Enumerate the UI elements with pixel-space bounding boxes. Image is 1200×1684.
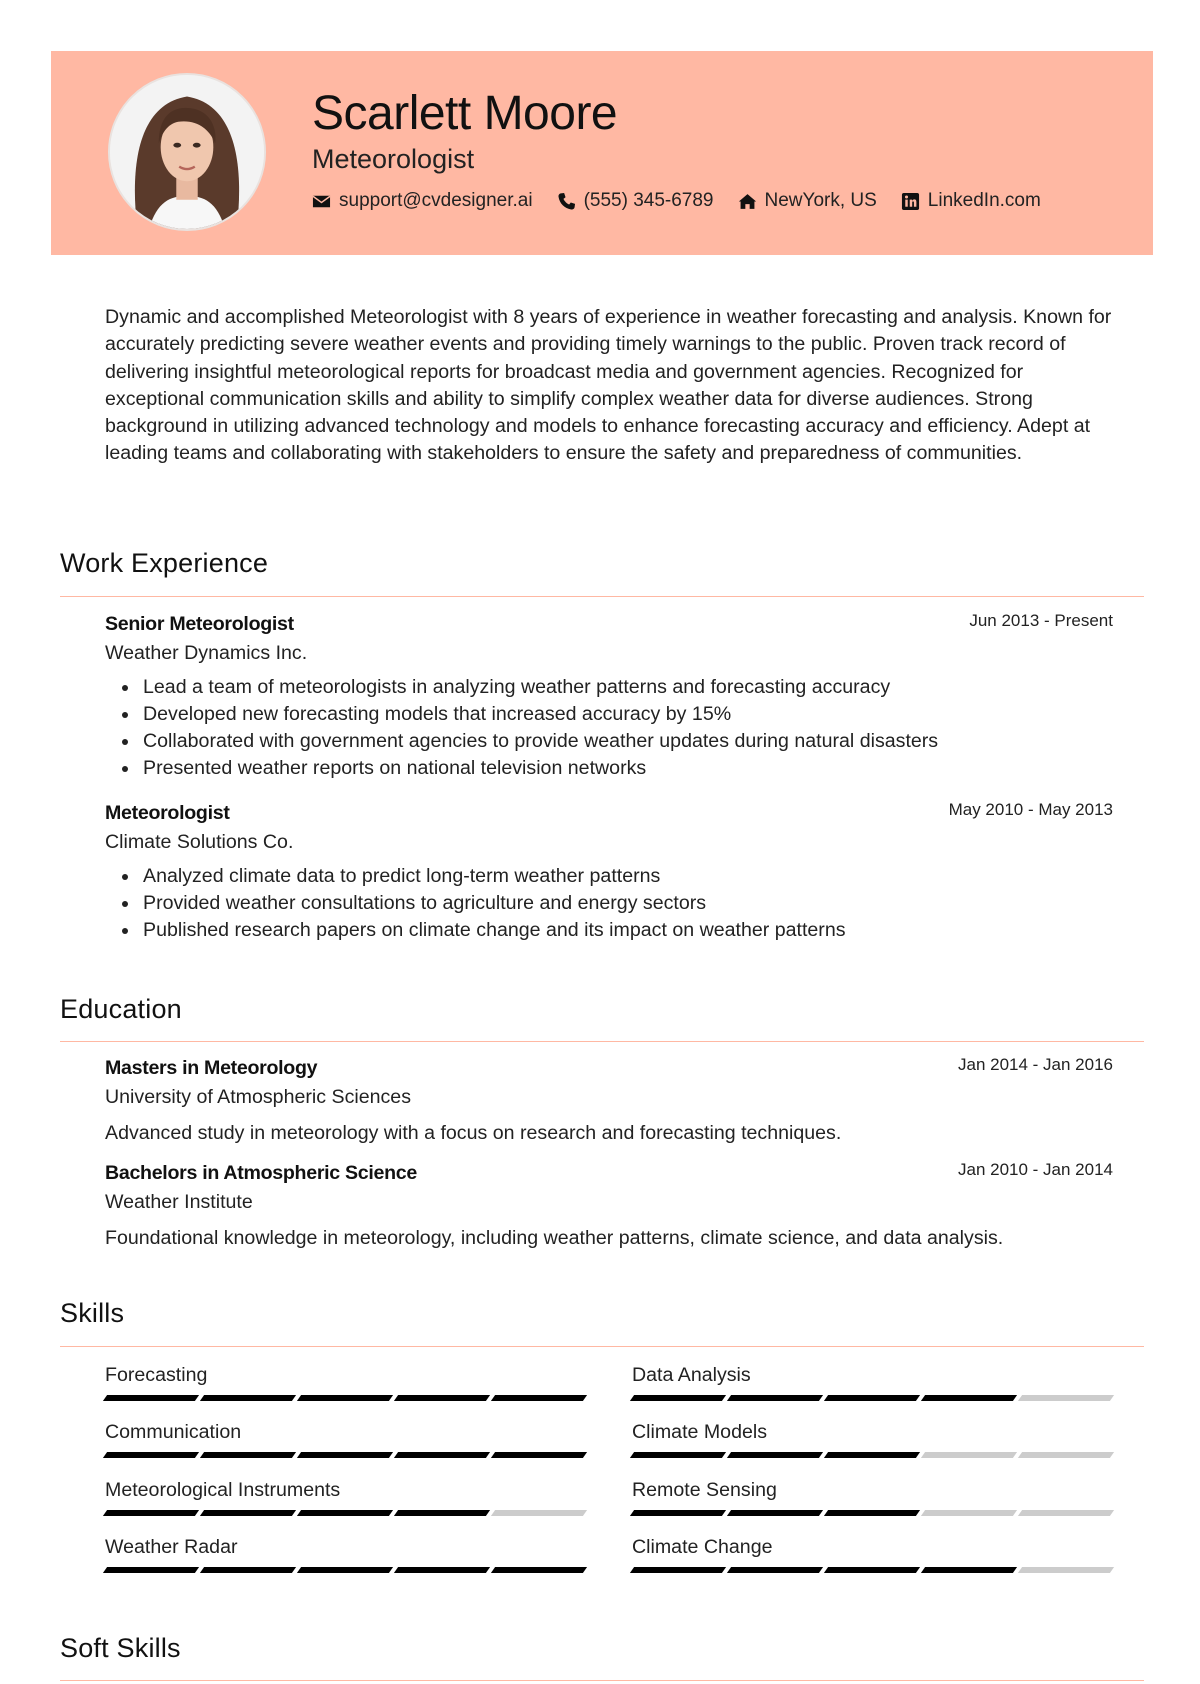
skill-segment-filled [200, 1395, 296, 1401]
skill-item [632, 1362, 1112, 1401]
contact-phone[interactable] [557, 190, 714, 212]
skill-level-bar [632, 1452, 1112, 1458]
skill-segment-filled [630, 1510, 726, 1516]
skill-level-bar [105, 1395, 585, 1401]
skill-name: Remote Sensing [632, 1479, 777, 1501]
skill-item [632, 1419, 1112, 1458]
portrait-photo [110, 75, 264, 229]
education-degree: Masters in Meteorology [105, 1057, 318, 1079]
skill-segment-filled [200, 1567, 296, 1573]
contact-phone-text: (555) 345-6789 [583, 190, 714, 211]
skill-segment-filled [297, 1395, 393, 1401]
section-title-soft-skills: Soft Skills [60, 1633, 181, 1663]
education-school: University of Atmospheric Sciences [105, 1086, 411, 1108]
contact-location-text: NewYork, US [764, 190, 877, 211]
section-divider [60, 1680, 1144, 1681]
job-role: Meteorologist [105, 802, 230, 824]
job-dates: Jun 2013 - Present [969, 611, 1113, 630]
skill-segment-filled [103, 1567, 199, 1573]
skill-segment-empty [1018, 1395, 1114, 1401]
professional-summary: Dynamic and accomplished Meteorologist with 8 years of experience in weather forecasting and analysis. Known for accurately predicting severe weather events and providing timely warnings to the public. Proven track record of delivering insightful meteorological reports for broadcast media and government agencies. Recognized for exceptional communication skills and ability to simplify complex weather data for diverse audiences. Strong background in utilizing advanced technology and models to enhance forecasting accuracy and efficiency. Adept at leading teams and collaborating with stakeholders to ensure the safety and preparedness of communities. [105, 306, 1112, 465]
skill-segment-filled [297, 1510, 393, 1516]
skill-segment-empty [1018, 1452, 1114, 1458]
skill-segment-filled [921, 1567, 1017, 1573]
skill-item [632, 1477, 1112, 1516]
job-bullet: Presented weather reports on national television networks [105, 755, 1113, 782]
skill-name: Communication [105, 1421, 242, 1443]
skill-level-bar [105, 1452, 585, 1458]
section-title-skills: Skills [60, 1298, 125, 1328]
skill-segment-filled [297, 1452, 393, 1458]
skill-segment-filled [824, 1567, 920, 1573]
skill-segment-filled [630, 1452, 726, 1458]
skill-name: Data Analysis [632, 1364, 751, 1386]
skill-segment-filled [824, 1452, 920, 1458]
contact-location [738, 190, 877, 212]
avatar [108, 73, 266, 231]
job-bullets [105, 863, 1113, 944]
skill-name: Forecasting [105, 1364, 208, 1386]
skill-level-bar [105, 1510, 585, 1516]
skill-segment-empty [491, 1510, 587, 1516]
job-company: Climate Solutions Co. [105, 831, 294, 853]
skill-level-bar [632, 1395, 1112, 1401]
section-title-work-experience: Work Experience [60, 548, 269, 578]
skill-segment-filled [200, 1452, 296, 1458]
skill-segment-filled [394, 1510, 490, 1516]
skill-segment-filled [727, 1395, 823, 1401]
job-bullets [105, 674, 1113, 782]
skill-item [105, 1419, 585, 1458]
education-dates: Jan 2014 - Jan 2016 [957, 1055, 1113, 1074]
skill-segment-empty [921, 1510, 1017, 1516]
skill-segment-filled [394, 1395, 490, 1401]
home-icon [738, 192, 757, 211]
job-bullet: Lead a team of meteorologists in analyzing weather patterns and forecasting accuracy [105, 674, 1113, 701]
job-bullet: Developed new forecasting models that increased accuracy by 15% [105, 701, 1113, 728]
contact-linkedin[interactable] [901, 190, 1041, 212]
job-bullet: Published research papers on climate change and its impact on weather patterns [105, 917, 1113, 944]
education-school: Weather Institute [105, 1191, 253, 1213]
skill-segment-filled [491, 1395, 587, 1401]
contact-email-text: support@cvdesigner.ai [339, 190, 533, 211]
resume-header [51, 51, 1153, 255]
skill-segment-filled [824, 1510, 920, 1516]
job-bullet: Provided weather consultations to agriculture and energy sectors [105, 890, 1113, 917]
skill-segment-filled [491, 1567, 587, 1573]
skill-segment-empty [921, 1452, 1017, 1458]
skill-name: Climate Change [632, 1536, 773, 1558]
skill-segment-filled [630, 1567, 726, 1573]
skill-item [105, 1534, 585, 1573]
skill-segment-filled [297, 1567, 393, 1573]
job-bullet: Collaborated with government agencies to provide weather updates during natural disasters [105, 728, 1113, 755]
education-entry [105, 1162, 1113, 1252]
skill-item [105, 1477, 585, 1516]
candidate-name: Scarlett Moore [312, 87, 618, 140]
skill-segment-filled [103, 1452, 199, 1458]
job-dates: May 2010 - May 2013 [948, 800, 1113, 819]
education-entry [105, 1057, 1113, 1147]
job-entry [105, 613, 1113, 782]
skill-name: Meteorological Instruments [105, 1479, 341, 1501]
candidate-title: Meteorologist [312, 144, 475, 174]
job-company: Weather Dynamics Inc. [105, 642, 308, 664]
envelope-icon [312, 192, 331, 211]
skill-segment-filled [630, 1395, 726, 1401]
section-title-education: Education [60, 994, 182, 1024]
skill-segment-filled [727, 1510, 823, 1516]
contact-email[interactable] [312, 190, 533, 212]
education-description: Foundational knowledge in meteorology, including weather patterns, climate science, and data analysis. [105, 1227, 1004, 1249]
skill-level-bar [632, 1567, 1112, 1573]
job-entry [105, 802, 1113, 944]
skill-segment-filled [103, 1510, 199, 1516]
skill-item [632, 1534, 1112, 1573]
education-description: Advanced study in meteorology with a focus on research and forecasting techniques. [105, 1122, 842, 1144]
contact-list [312, 190, 1041, 212]
section-divider [60, 1346, 1144, 1347]
skill-segment-filled [727, 1567, 823, 1573]
skill-segment-empty [1018, 1567, 1114, 1573]
skill-segment-empty [1018, 1510, 1114, 1516]
skill-level-bar [105, 1567, 585, 1573]
linkedin-icon [901, 192, 920, 211]
skill-segment-filled [103, 1395, 199, 1401]
job-bullet: Analyzed climate data to predict long-term weather patterns [105, 863, 1113, 890]
phone-icon [557, 192, 576, 211]
skill-segment-filled [491, 1452, 587, 1458]
skill-segment-filled [200, 1510, 296, 1516]
section-divider [60, 1041, 1144, 1042]
skill-segment-filled [394, 1567, 490, 1573]
skill-item [105, 1362, 585, 1401]
contact-linkedin-text: LinkedIn.com [927, 190, 1041, 211]
skill-level-bar [632, 1510, 1112, 1516]
job-role: Senior Meteorologist [105, 613, 294, 635]
skill-name: Weather Radar [105, 1536, 238, 1558]
section-divider [60, 596, 1144, 597]
skill-name: Climate Models [632, 1421, 768, 1443]
education-dates: Jan 2010 - Jan 2014 [957, 1160, 1113, 1179]
skill-segment-filled [824, 1395, 920, 1401]
skill-segment-filled [921, 1395, 1017, 1401]
skill-segment-filled [727, 1452, 823, 1458]
skill-segment-filled [394, 1452, 490, 1458]
education-degree: Bachelors in Atmospheric Science [105, 1162, 417, 1184]
